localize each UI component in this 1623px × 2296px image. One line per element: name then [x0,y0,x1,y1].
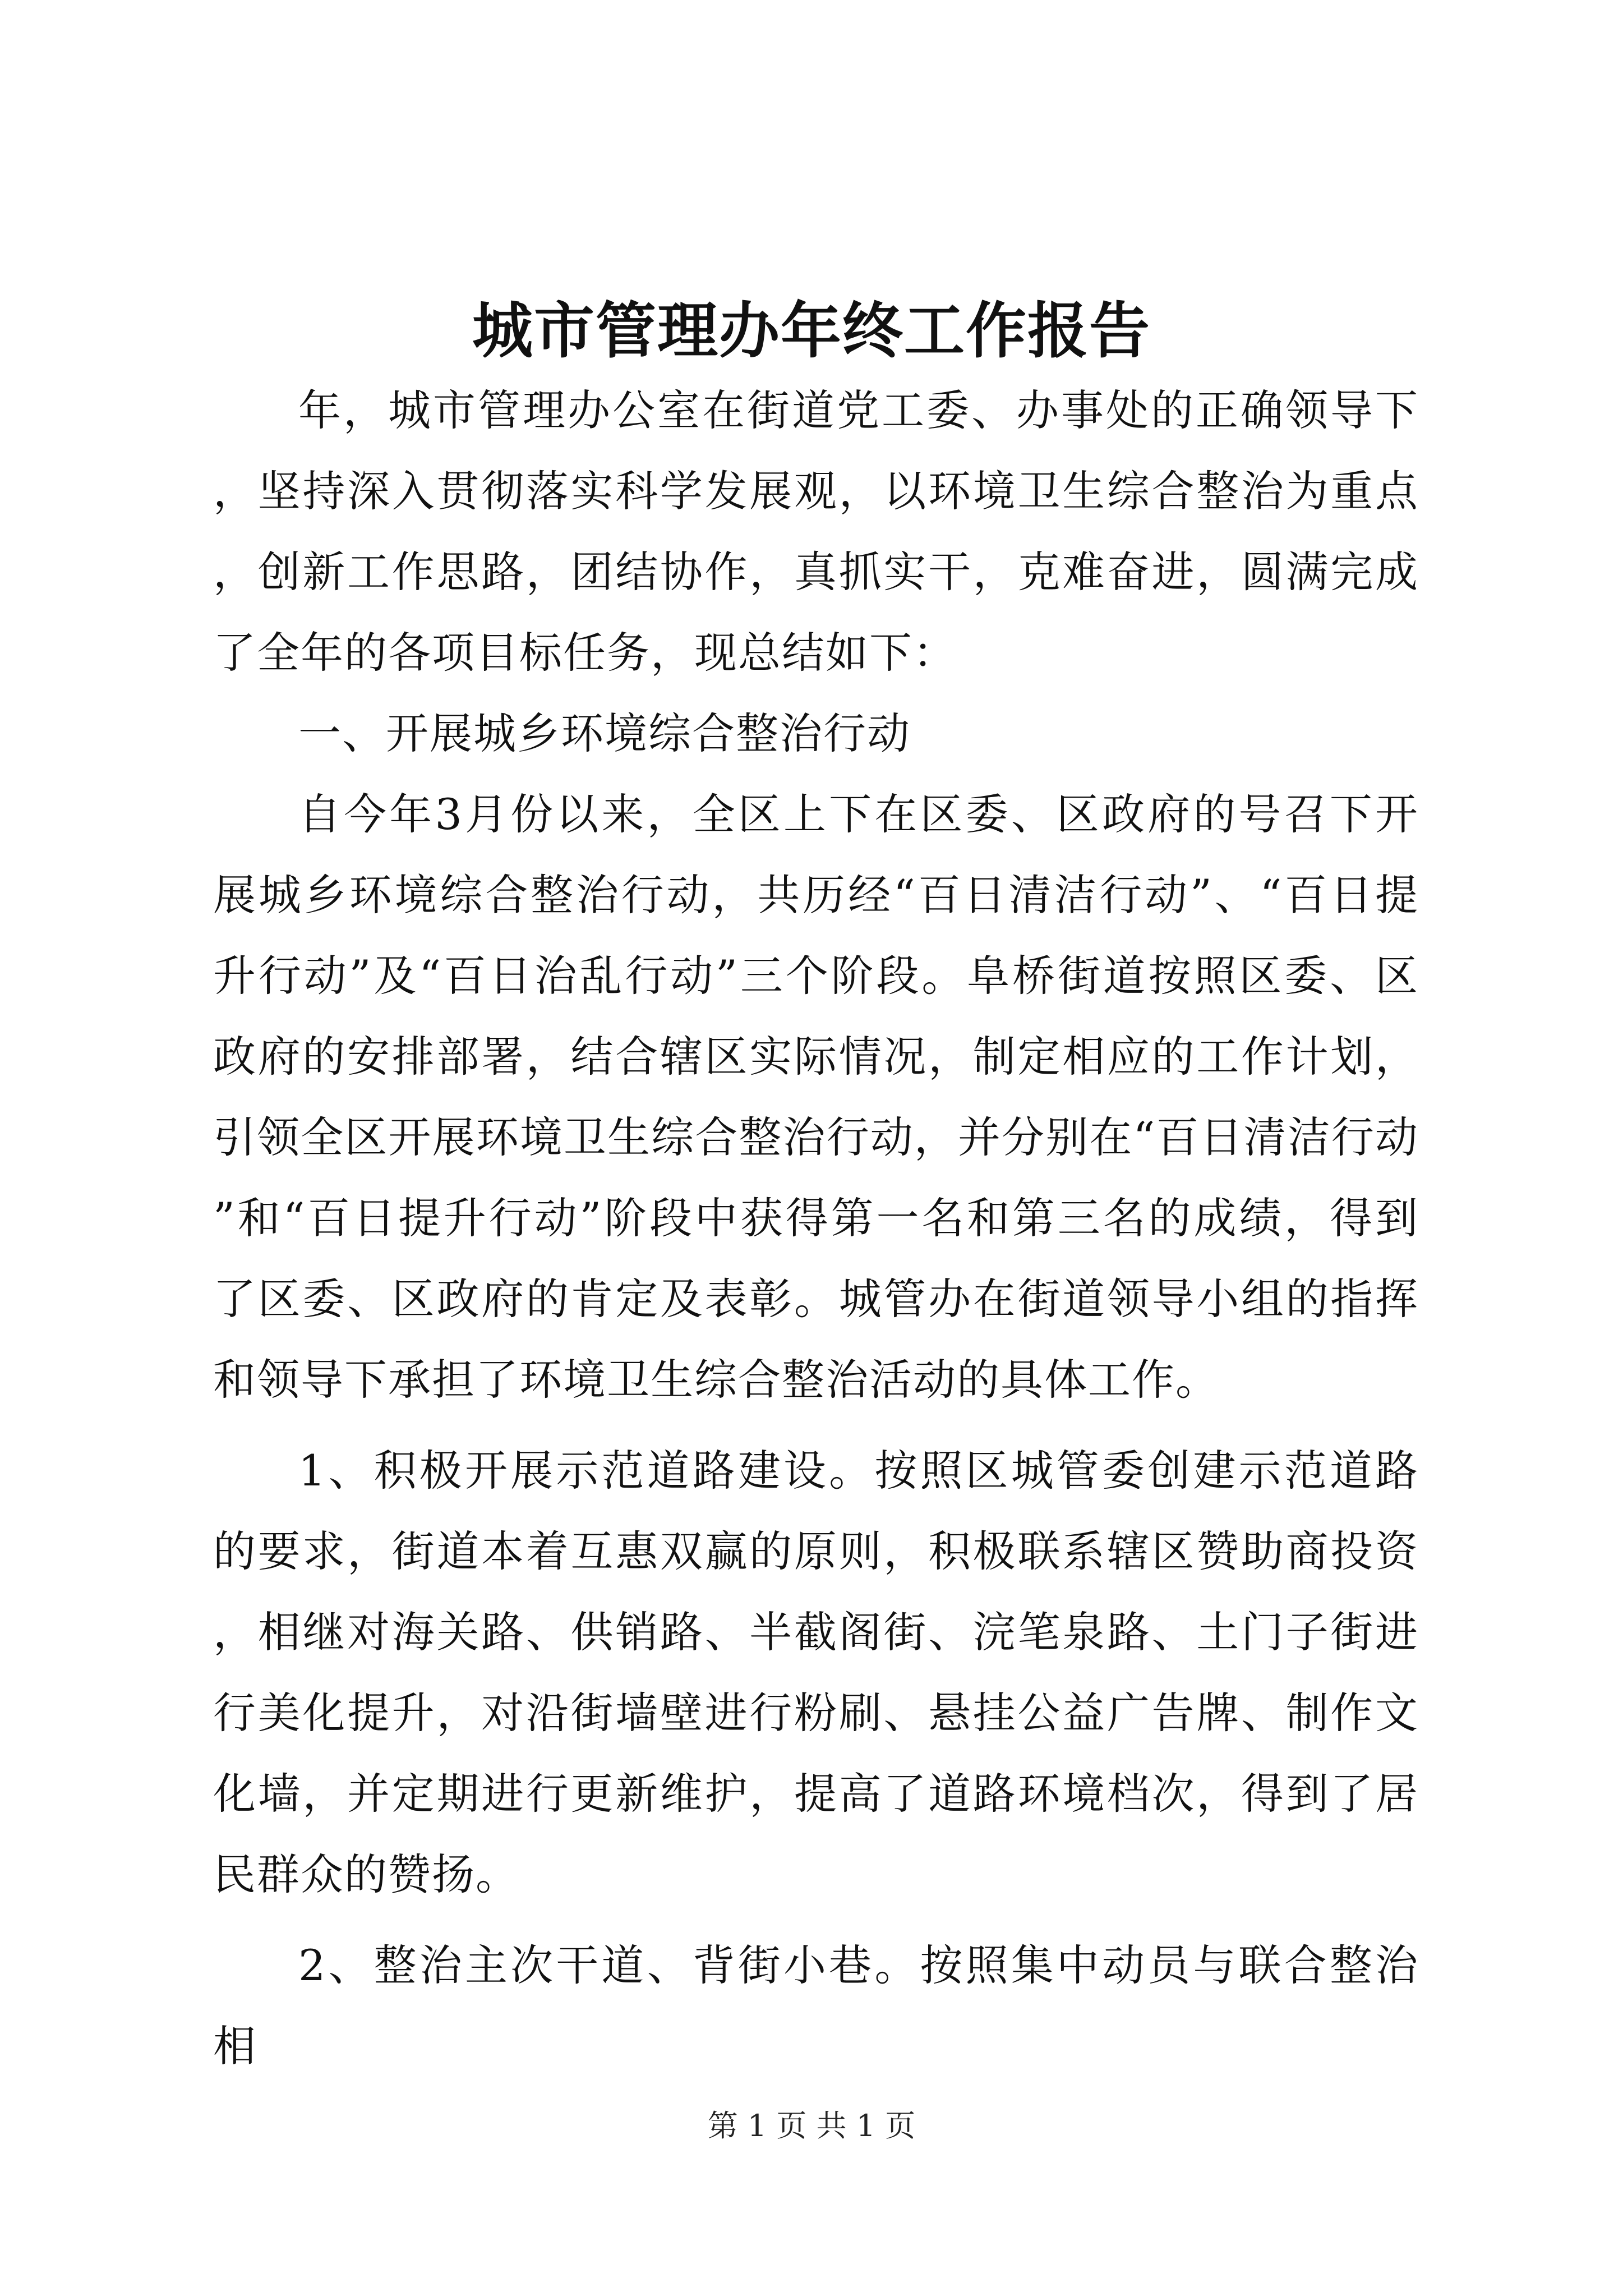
document-body [213,370,1419,2087]
page-footer: 第 1 页 共 1 页 [707,2108,916,2143]
paragraph-item-1: 1、积极开展示范道路建设。按照区城管委创建示范道路的要求，街道本着互惠双赢的原则，积极联系辖区赞助商投资，相继对海关路、供销路、半截阁街、浣笔泉路、土门子街进行美化提升，对沿街墙壁进行粉刷、悬挂公益广告牌、制作文化墙，并定期进行更新维护，提高了道路环境档次，得到了居民群众的赞扬。 [213,1446,1419,1899]
section-heading: 一、开展城乡环境综合整治行动 [298,708,911,758]
paragraph-intro: 年，城市管理办公室在街道党工委、办事处的正确领导下，坚持深入贯彻落实科学发展观，以环境卫生综合整治为重点，创新工作思路，团结协作，真抓实干，克难奋进，圆满完成了全年的各项目标任务，现总结如下： [213,385,1419,678]
page-title: 城市管理办年终工作报告 [472,296,1151,366]
paragraph-item-2: 2、整治主次干道、背街小巷。按照集中动员与联合整治相 [213,1940,1419,2071]
paragraph-section-body: 自今年3月份以来，全区上下在区委、区政府的号召下开展城乡环境综合整治行动，共历经“百日清洁行动”、“百日提升行动”及“百日治乱行动”三个阶段。阜桥街道按照区委、区政府的安排部署，结合辖区实际情况，制定相应的工作计划，引领全区开展环境卫生综合整治行动，并分别在“百日清洁行动”和“百日提升行动”阶段中获得第一名和第三名的成绩，得到了区委、区政府的肯定及表彰。城管办在街道领导小组的指挥和领导下承担了环境卫生综合整治活动的具体工作。 [213,789,1419,1405]
